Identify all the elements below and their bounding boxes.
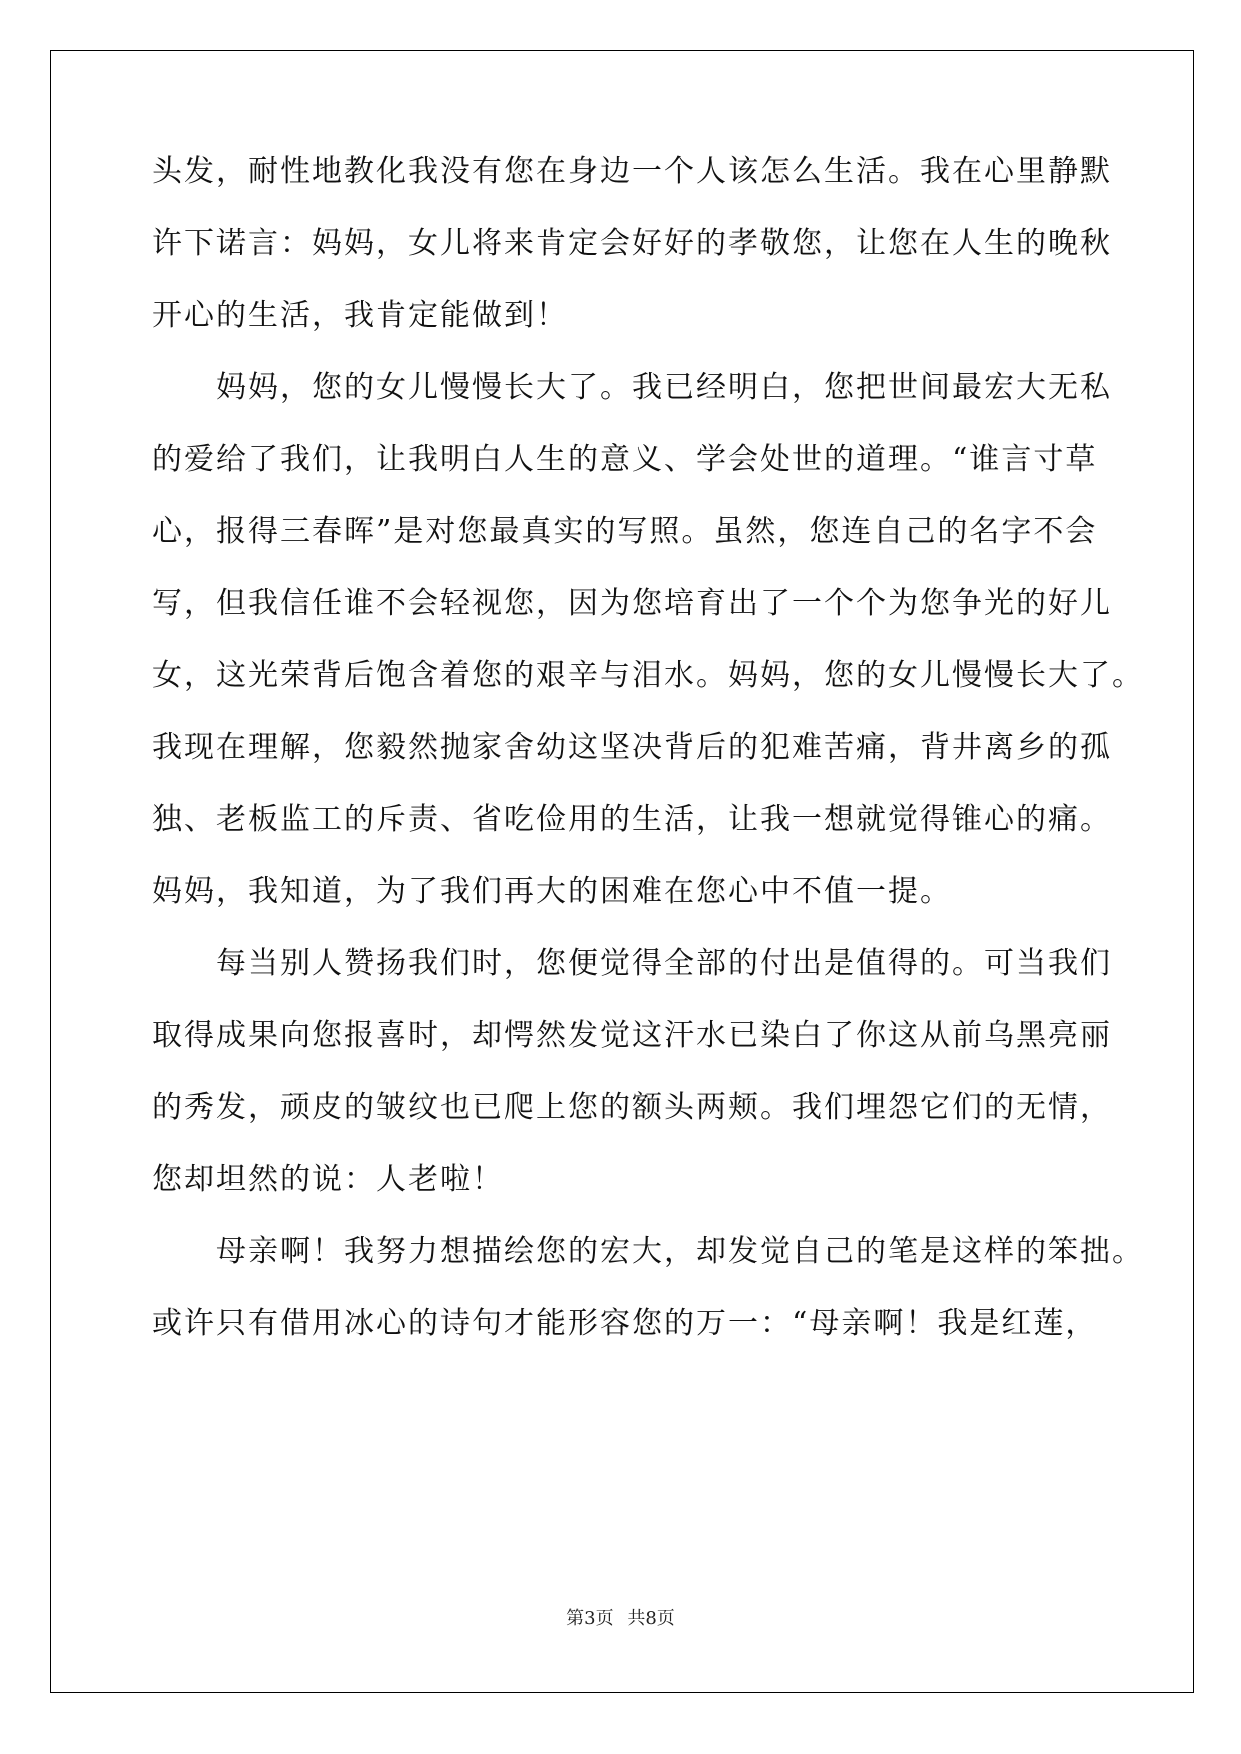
text-line: 妈妈，我知道，为了我们再大的困难在您心中不值一提。 — [152, 874, 952, 909]
text-line: 女，这光荣背后饱含着您的艰辛与泪水。妈妈，您的女儿慢慢长大了。 — [152, 658, 1144, 693]
text-line: 独、老板监工的斥责、省吃俭用的生活，让我一想就觉得锥心的痛。 — [152, 802, 1112, 837]
page-number: 第3页 — [566, 1608, 614, 1629]
text-line: 母亲啊！我努力想描绘您的宏大，却发觉自己的笔是这样的笨拙。 — [152, 1234, 1144, 1269]
text-line: 开心的生活，我肯定能做到！ — [152, 298, 568, 333]
text-line: 妈妈，您的女儿慢慢长大了。我已经明白，您把世间最宏大无私 — [152, 370, 1112, 405]
text-line: 心，报得三春晖”是对您最真实的写照。虽然，您连自己的名字不会 — [152, 514, 1098, 549]
text-line: 我现在理解，您毅然抛家舍幼这坚决背后的犯难苦痛，背井离乡的孤 — [152, 730, 1112, 765]
text-line: 写，但我信任谁不会轻视您，因为您培育出了一个个为您争光的好儿 — [152, 586, 1112, 621]
text-line: 取得成果向您报喜时，却愕然发觉这汗水已染白了你这从前乌黑亮丽 — [152, 1018, 1112, 1053]
text-line: 头发，耐性地教化我没有您在身边一个人该怎么生活。我在心里静默 — [152, 154, 1112, 189]
text-line: 许下诺言：妈妈，女儿将来肯定会好好的孝敬您，让您在人生的晚秋 — [152, 226, 1112, 261]
text-line: 每当别人赞扬我们时，您便觉得全部的付出是值得的。可当我们 — [152, 946, 1112, 981]
text-line: 的爱给了我们，让我明白人生的意义、学会处世的道理。“谁言寸草 — [152, 442, 1098, 477]
text-line: 的秀发，顽皮的皱纹也已爬上您的额头两颊。我们埋怨它们的无情， — [152, 1090, 1112, 1125]
text-line: 您却坦然的说：人老啦！ — [152, 1162, 504, 1197]
page-total: 共8页 — [627, 1608, 675, 1629]
text-line: 或许只有借用冰心的诗句才能形容您的万一：“母亲啊！我是红莲， — [152, 1306, 1098, 1341]
page-footer — [0, 1604, 1241, 1630]
